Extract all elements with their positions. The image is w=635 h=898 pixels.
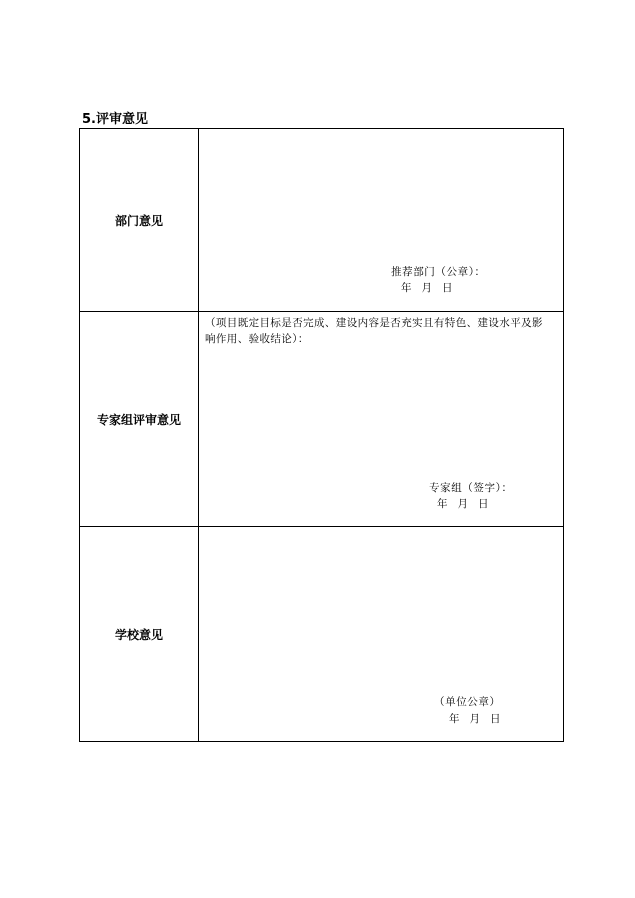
date-label: 年 月 日 xyxy=(401,282,453,294)
signature-label: 推荐部门（公章）： xyxy=(391,266,486,278)
row-label: 部门意见 xyxy=(114,213,163,228)
row-label-cell xyxy=(80,129,199,312)
date-label: 年 月 日 xyxy=(449,713,501,725)
table-row xyxy=(80,129,564,312)
opinion-cell-school[interactable] xyxy=(199,527,564,742)
table-row xyxy=(80,527,564,742)
row-label-cell xyxy=(80,527,199,742)
row-label: 学校意见 xyxy=(114,627,163,642)
date-label: 年 月 日 xyxy=(437,498,489,510)
row-label-cell xyxy=(80,312,199,527)
review-table xyxy=(79,128,564,742)
section-title: 5.评审意见 xyxy=(82,112,148,127)
opinion-cell-expert[interactable] xyxy=(199,312,564,527)
row-label: 专家组评审意见 xyxy=(96,412,181,427)
signature-label: （单位公章） xyxy=(434,696,501,708)
table-row xyxy=(80,312,564,527)
signature-label: 专家组（签字）： xyxy=(429,482,513,494)
opinion-cell-department[interactable] xyxy=(199,129,564,312)
prompt-text: （项目既定目标是否完成、建设内容是否充实且有特色、建设水平及影响作用、验收结论）： xyxy=(205,317,543,345)
